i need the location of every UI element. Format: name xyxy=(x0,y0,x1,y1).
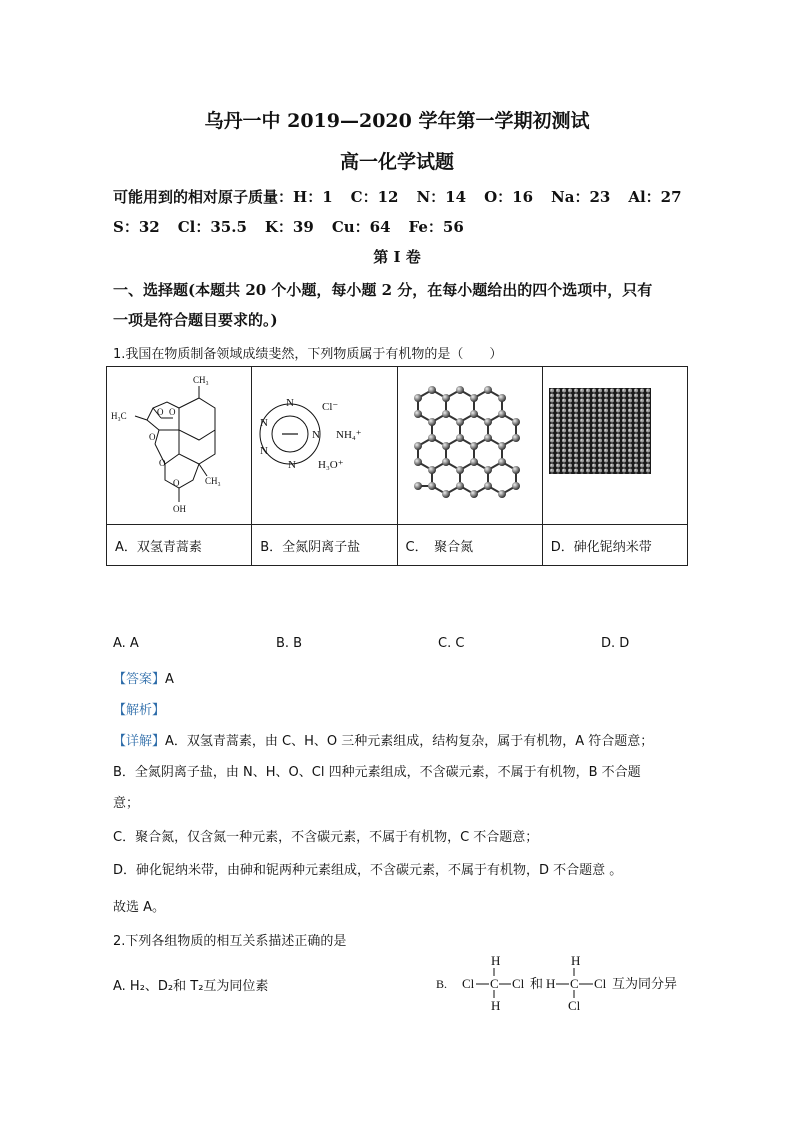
mass-k: K：39 xyxy=(264,218,314,236)
label-ch3-top: CH₃ xyxy=(193,375,209,385)
label-nh4-plus: NH₄⁺ xyxy=(336,429,362,441)
detail-line-1 xyxy=(113,730,653,749)
mass-s: S：32 xyxy=(113,218,160,236)
q1-option-a: A. A xyxy=(113,636,139,651)
q2-stem: 2.下列各组物质的相互关系描述正确的是 xyxy=(113,934,347,949)
mass-na: Na：23 xyxy=(551,188,611,206)
label-o-3: O xyxy=(149,432,156,442)
label-o-2: O xyxy=(169,407,176,417)
caption-d: D．砷化铌纳米带 xyxy=(542,525,687,566)
label-n-2: N xyxy=(260,417,269,429)
label-ch3-bottom: CH₃ xyxy=(205,476,221,486)
detail-line-2: B．全氮阴离子盐，由 N、H、O、Cl 四种元素组成，不含碳元素，不属于有机物，B 不合题 xyxy=(113,765,641,780)
page-subtitle: 高一化学试题 xyxy=(339,151,454,173)
mass-h: H：1 xyxy=(293,188,333,206)
q2-option-b-structures xyxy=(436,950,686,1018)
caption-b: B．全氮阴离子盐 xyxy=(252,525,397,566)
label-o-4: O xyxy=(159,458,166,468)
q1-figure-table xyxy=(106,366,688,566)
label-h3o-plus: H₃O⁺ xyxy=(318,459,344,471)
figure-cell-d xyxy=(542,367,687,525)
label-oh: OH xyxy=(173,504,186,514)
s1-center-c: C xyxy=(490,976,499,991)
label-o-5: O xyxy=(173,478,180,488)
analysis-tag xyxy=(113,699,165,718)
detail-tag: 【详解】 xyxy=(113,734,166,749)
nanobelt-micrograph xyxy=(543,368,681,523)
mass-al: Al：27 xyxy=(628,188,682,206)
s1-top-h: H xyxy=(491,953,501,968)
s2-left-h: H xyxy=(546,976,556,991)
label-h3c: H₃C xyxy=(111,411,127,421)
dihydroartemisinin-structure xyxy=(107,368,245,523)
atomic-masses-label: 可能用到的相对原子质量： xyxy=(113,188,294,206)
option-b-label: B. xyxy=(436,977,448,991)
mass-c: C：12 xyxy=(350,188,399,206)
mass-fe: Fe：56 xyxy=(408,218,464,236)
detail-text-1: A．双氢青蒿素，由 C、H、O 三种元素组成，结构复杂，属于有机物，A 符合题意； xyxy=(165,734,654,749)
q1-option-d: D. D xyxy=(601,636,630,651)
answer-tag: 【答案】 xyxy=(113,672,166,687)
section-heading-line-1: 一、选择题(本题共 20 个小题，每小题 2 分，在每小题给出的四个选项中，只有 xyxy=(113,281,653,299)
detail-line-5: D．砷化铌纳米带，由砷和铌两种元素组成，不含碳元素，不属于有机物，D 不合题意 。 xyxy=(113,863,623,878)
s2-bottom-cl: Cl xyxy=(568,998,581,1013)
mass-o: O：16 xyxy=(484,188,534,206)
atomic-masses-line-1 xyxy=(113,186,700,207)
mass-n: N：14 xyxy=(416,188,467,206)
figure-cell-c xyxy=(397,367,542,525)
mass-cl: Cl：35.5 xyxy=(177,218,247,236)
section-heading-line-2: 一项是符合题目要求的。) xyxy=(113,311,278,329)
volume-label: 第 I 卷 xyxy=(373,248,421,266)
option-b-suffix: 互为同分异 xyxy=(612,976,678,991)
q1-option-c: C. C xyxy=(438,636,465,651)
label-n-1: N xyxy=(286,397,295,409)
s1-right-cl: Cl xyxy=(512,976,525,991)
s1-bottom-h: H xyxy=(491,998,501,1013)
s1-left-cl: Cl xyxy=(462,976,475,991)
s2-top-h: H xyxy=(571,953,581,968)
answer-value: A xyxy=(165,672,174,687)
label-n-5: N xyxy=(312,429,321,441)
q2-option-b xyxy=(436,950,686,1018)
q1-option-b: B. B xyxy=(276,636,303,651)
label-cl-minus: Cl⁻ xyxy=(322,401,339,413)
q1-stem: 1.我国在物质制备领域成绩斐然，下列物质属于有机物的是（ ） xyxy=(113,347,503,362)
figure-cell-b xyxy=(252,367,397,525)
detail-line-4: C．聚合氮，仅含氮一种元素，不含碳元素，不属于有机物，C 不合题意； xyxy=(113,830,539,845)
atomic-masses-line-2 xyxy=(113,216,482,237)
q2-option-a: A. H₂、D₂和 T₂互为同位素 xyxy=(113,979,269,994)
figure-cell-a xyxy=(107,367,252,525)
conclusion: 故选 A。 xyxy=(113,900,166,915)
pentazolate-salt-structure xyxy=(252,368,402,523)
label-o-1: O xyxy=(157,407,164,417)
s2-center-c: C xyxy=(570,976,579,991)
analysis-label: 【解析】 xyxy=(113,703,166,718)
label-n-4: N xyxy=(288,459,297,471)
mass-cu: Cu：64 xyxy=(331,218,391,236)
caption-c: C． 聚合氮 xyxy=(397,525,542,566)
detail-line-3: 意； xyxy=(113,796,140,811)
polymeric-nitrogen-structure xyxy=(398,368,548,523)
s2-right-cl: Cl xyxy=(594,976,607,991)
option-b-and: 和 xyxy=(530,976,544,991)
page-title: 乌丹一中 2019—2020 学年第一学期初测试 xyxy=(204,110,590,132)
caption-a: A．双氢青蒿素 xyxy=(107,525,252,566)
answer-line xyxy=(113,668,174,687)
label-n-3: N xyxy=(260,445,269,457)
